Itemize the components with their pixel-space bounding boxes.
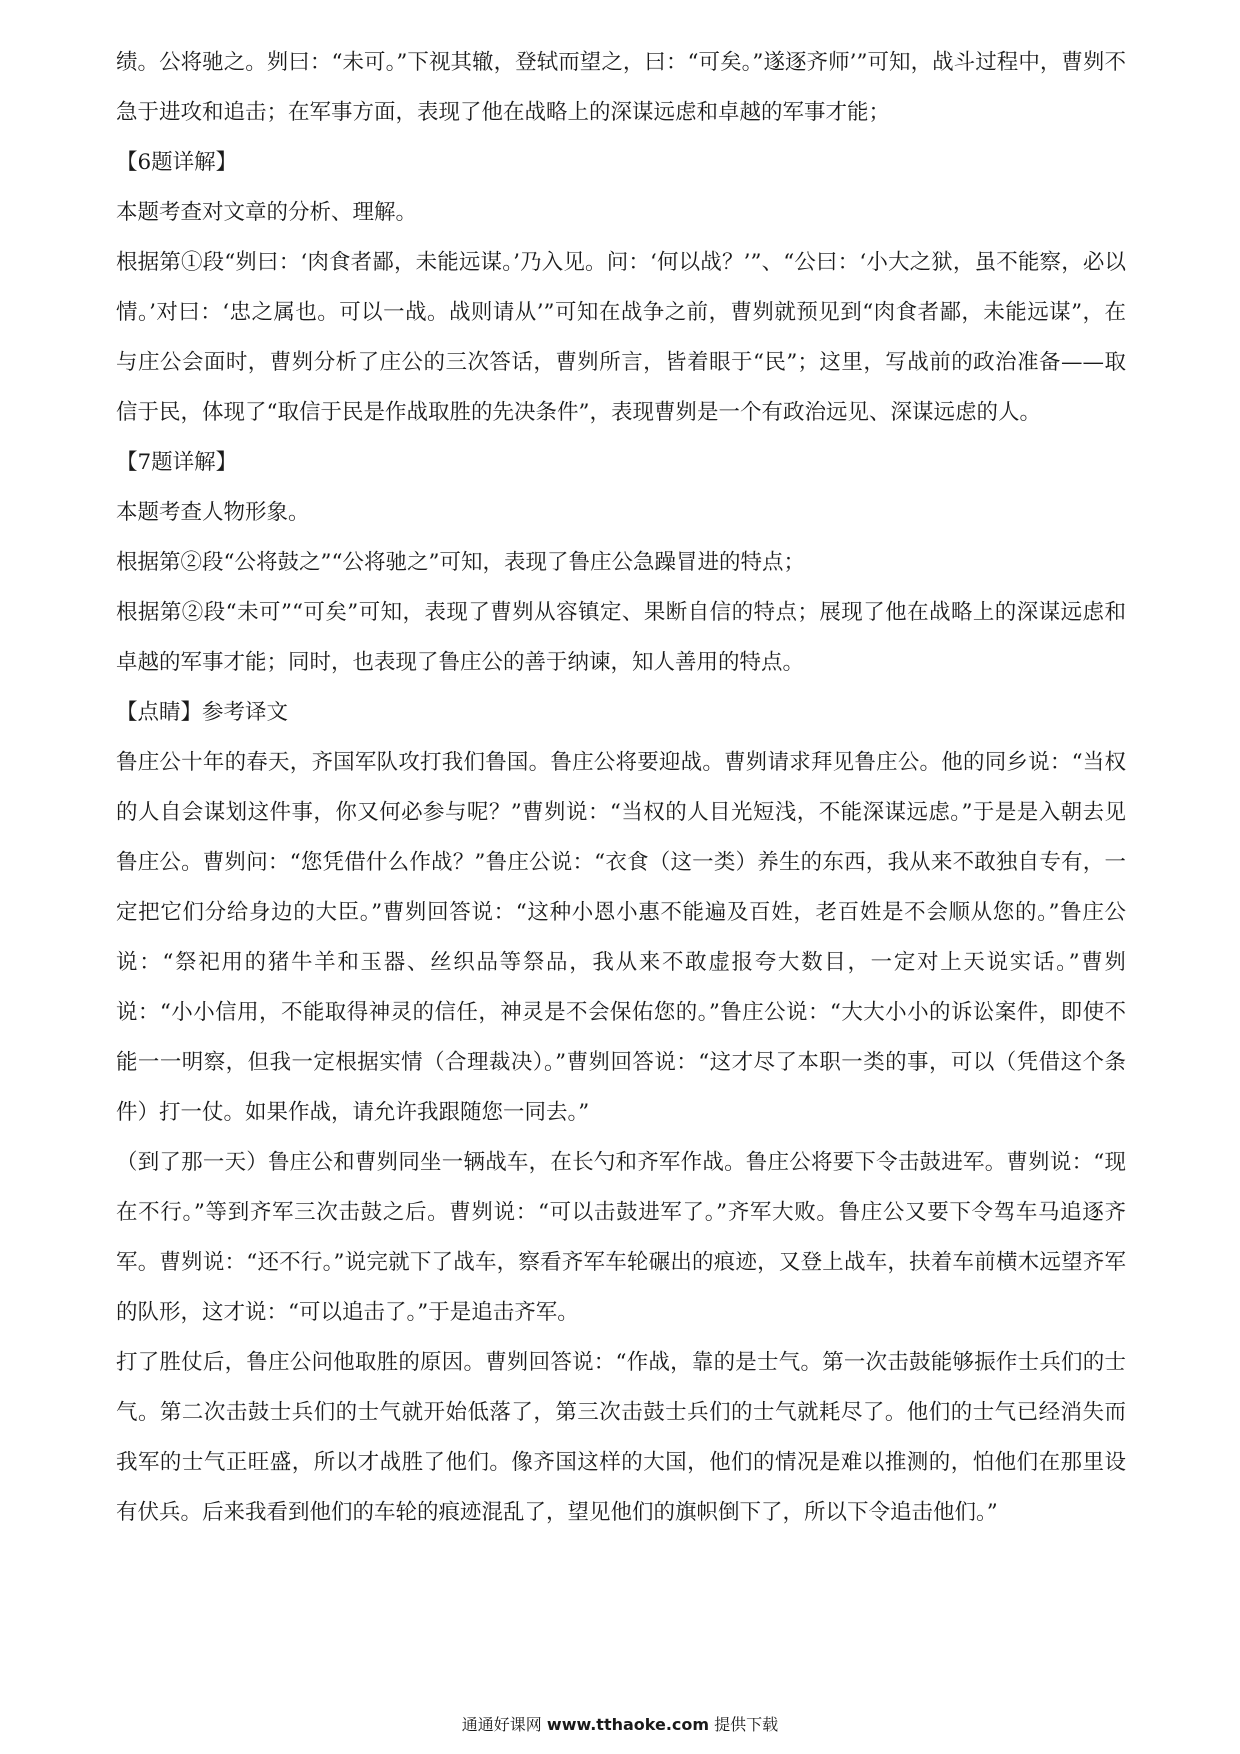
paragraph-1: 绩。公将驰之。刿曰：“未可。”下视其辙，登轼而望之，曰：“可矣。”遂逐齐师’”可知，战斗过程中，曹刿不急于进攻和追击；在军事方面，表现了他在战略上的深谋远虑和卓越的军事才能； [116, 50, 1126, 125]
paragraph-8: （到了那一天）鲁庄公和曹刿同坐一辆战车，在长勺和齐军作战。鲁庄公将要下令击鼓进军。曹刿说：“现在不行。”等到齐军三次击鼓之后。曹刿说：“可以击鼓进军了。”齐军大败。鲁庄公又要下令驾车马追逐齐军。曹刿说：“还不行。”说完就下了战车，察看齐军车轮碾出的痕迹，又登上战车，扶着车前横木远望齐军的队形，这才说：“可以追击了。”于是追击齐军。 [116, 1150, 1126, 1325]
paragraph-6: 根据第②段“未可”“可矣”可知，表现了曹刿从容镇定、果断自信的特点；展现了他在战略上的深谋远虑和卓越的军事才能；同时，也表现了鲁庄公的善于纳谏，知人善用的特点。 [116, 600, 1126, 675]
section-heading-q7: 【7题详解】 [116, 450, 238, 475]
page-footer [0, 1712, 1240, 1735]
paragraph-2: 本题考查对文章的分析、理解。 [116, 200, 418, 225]
section-heading-translation: 【点睛】参考译文 [116, 700, 289, 725]
paragraph-5: 根据第②段“公将鼓之”“公将驰之”可知，表现了鲁庄公急躁冒进的特点； [116, 550, 805, 575]
paragraph-4: 本题考查人物形象。 [116, 500, 310, 525]
footer-name: 通通好课网 [461, 1715, 542, 1734]
paragraph-9: 打了胜仗后，鲁庄公问他取胜的原因。曹刿回答说：“作战，靠的是士气。第一次击鼓能够振作士兵们的士气。第二次击鼓士兵们的士气就开始低落了，第三次击鼓士兵们的士气就耗尽了。他们的士气已经消失而我军的士气正旺盛，所以才战胜了他们。像齐国这样的大国，他们的情况是难以推测的，怕他们在那里设有伏兵。后来我看到他们的车轮的痕迹混乱了，望见他们的旗帜倒下了，所以下令追击他们。” [116, 1350, 1126, 1525]
document-body [116, 38, 1126, 1538]
section-heading-q6: 【6题详解】 [116, 150, 238, 175]
footer-site-link[interactable]: www.tthaoke.com [546, 1715, 710, 1734]
paragraph-3: 根据第①段“刿曰：‘肉食者鄙，未能远谋。’乃入见。问：‘何以战？’”、“公曰：‘小大之狱，虽不能察，必以情。’对曰：‘忠之属也。可以一战。战则请从’”可知在战争之前，曹刿就预见到“肉食者鄙，未能远谋”，在与庄公会面时，曹刿分析了庄公的三次答话，曹刿所言，皆着眼于“民”；这里，写战前的政治准备——取信于民，体现了“取信于民是作战取胜的先决条件”，表现曹刿是一个有政治远见、深谋远虑的人。 [116, 250, 1126, 425]
footer-suffix: 提供下载 [714, 1715, 779, 1734]
paragraph-7: 鲁庄公十年的春天，齐国军队攻打我们鲁国。鲁庄公将要迎战。曹刿请求拜见鲁庄公。他的同乡说：“当权的人自会谋划这件事，你又何必参与呢？”曹刿说：“当权的人目光短浅，不能深谋远虑。”于是是入朝去见鲁庄公。曹刿问：“您凭借什么作战？”鲁庄公说：“衣食（这一类）养生的东西，我从来不敢独自专有，一定把它们分给身边的大臣。”曹刿回答说：“这种小恩小惠不能遍及百姓，老百姓是不会顺从您的。”鲁庄公说：“祭祀用的猪牛羊和玉器、丝织品等祭品，我从来不敢虚报夸大数目，一定对上天说实话。”曹刿说：“小小信用，不能取得神灵的信任，神灵是不会保佑您的。”鲁庄公说：“大大小小的诉讼案件，即使不能一一明察，但我一定根据实情（合理裁决）。”曹刿回答说：“这才尽了本职一类的事，可以（凭借这个条件）打一仗。如果作战，请允许我跟随您一同去。” [116, 750, 1126, 1125]
